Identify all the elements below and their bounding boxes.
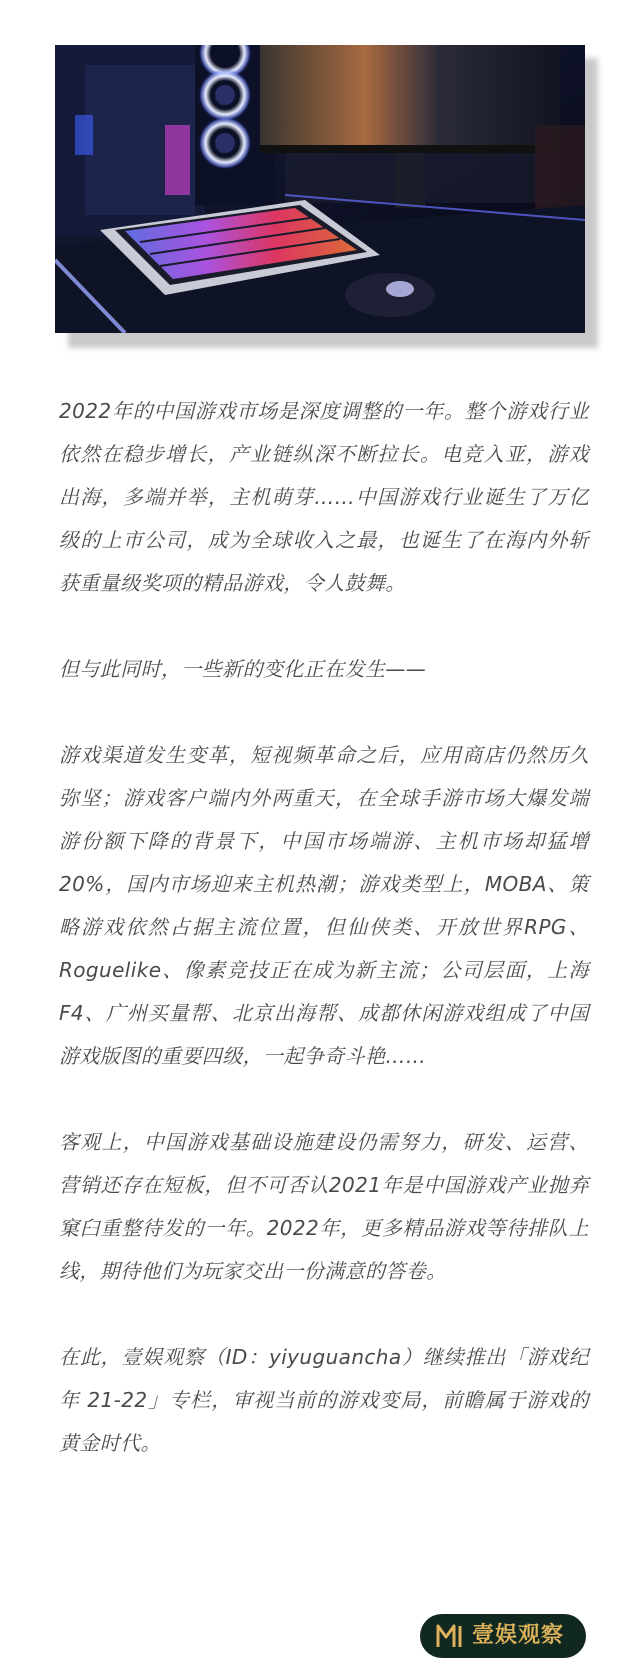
paragraph-transition: 但与此同时，一些新的变化正在发生—— [59, 657, 427, 681]
brand-name: 壹娱观察 [472, 1623, 565, 1648]
paragraph-objective: 客观上，中国游戏基础设施建设仍需努力，研发、运营、营销还存在短板，但不可否认2021年是中国游戏产业抛弃窠臼重整待发的一年。2022年，更多精品游戏等待排队上线，期待他们为玩家交出一份满意的答卷。 [59, 1130, 589, 1283]
paragraph-intro: 2022年的中国游戏市场是深度调整的一年。整个游戏行业依然在稳步增长，产业链纵深不断拉长。电竞入亚，游戏出海，多端并举，主机萌芽……中国游戏行业诞生了万亿级的上市公司，成为全球收入之最，也诞生了在海内外斩获重量级奖项的精品游戏，令人鼓舞。 [59, 399, 589, 595]
brand-mark-icon [436, 1623, 466, 1649]
brand-logo [420, 1614, 586, 1658]
paragraph-changes: 游戏渠道发生变革，短视频革命之后，应用商店仍然历久弥坚；游戏客户端内外两重天，在全球手游市场大爆发端游份额下降的背景下，中国市场端游、主机市场却猛增20%，国内市场迎来主机热潮；游戏类型上，MOBA、策略游戏依然占据主流位置，但仙侠类、开放世界RPG、Roguelike、像素竞技正在成为新主流；公司层面，上海F4、广州买量帮、北京出海帮、成都休闲游戏组成了中国游戏版图的重要四级，一起争奇斗艳…… [59, 743, 589, 1068]
gaming-setup-photo [55, 45, 585, 333]
paragraph-column-intro: 在此，壹娱观察（ID：yiyuguancha）继续推出「游戏纪年 21-22」专栏，审视当前的游戏变局，前瞻属于游戏的黄金时代。 [59, 1345, 589, 1455]
article-body [59, 390, 589, 1508]
